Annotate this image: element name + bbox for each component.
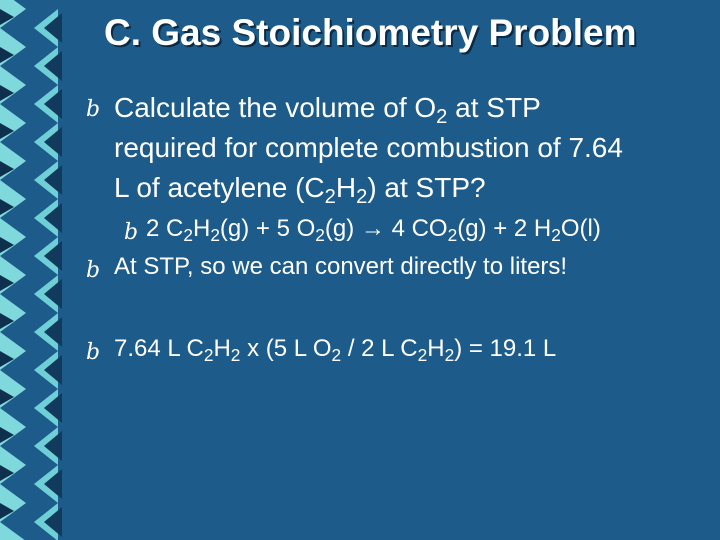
calculation: 7.64 L $C_2H_2$ x (5 L $O_2 / 2$ L $C_2H_2) = 19.1$ L [114, 335, 557, 366]
decor-triangle [0, 522, 26, 540]
bullet-equation: b [124, 220, 139, 245]
reaction-arrow-icon: → [360, 215, 385, 242]
stp-note: At STP, so we can convert directly to liters! [114, 253, 568, 280]
bullet-question: b [86, 97, 101, 122]
bullet-calculation: b [86, 340, 101, 365]
decorative-triangles [0, 0, 80, 540]
question-line-2: required for complete combustion of 7.64 [114, 132, 623, 163]
bullet-stp-note: b [86, 258, 101, 283]
balanced-equation: 2 $C_2H_2(g) + 5$ $O_2(g) \to 4$ $CO_2(g) + 2$ $H_2O(l)$ [146, 215, 601, 246]
question-line-3: L of acetylene $(C_2H_2)$ at STP? [114, 172, 486, 209]
slide-title: C. Gas Stoichiometry Problem [104, 12, 637, 53]
question-line-1: Calculate the volume of $O_2$ at STP [114, 92, 541, 129]
